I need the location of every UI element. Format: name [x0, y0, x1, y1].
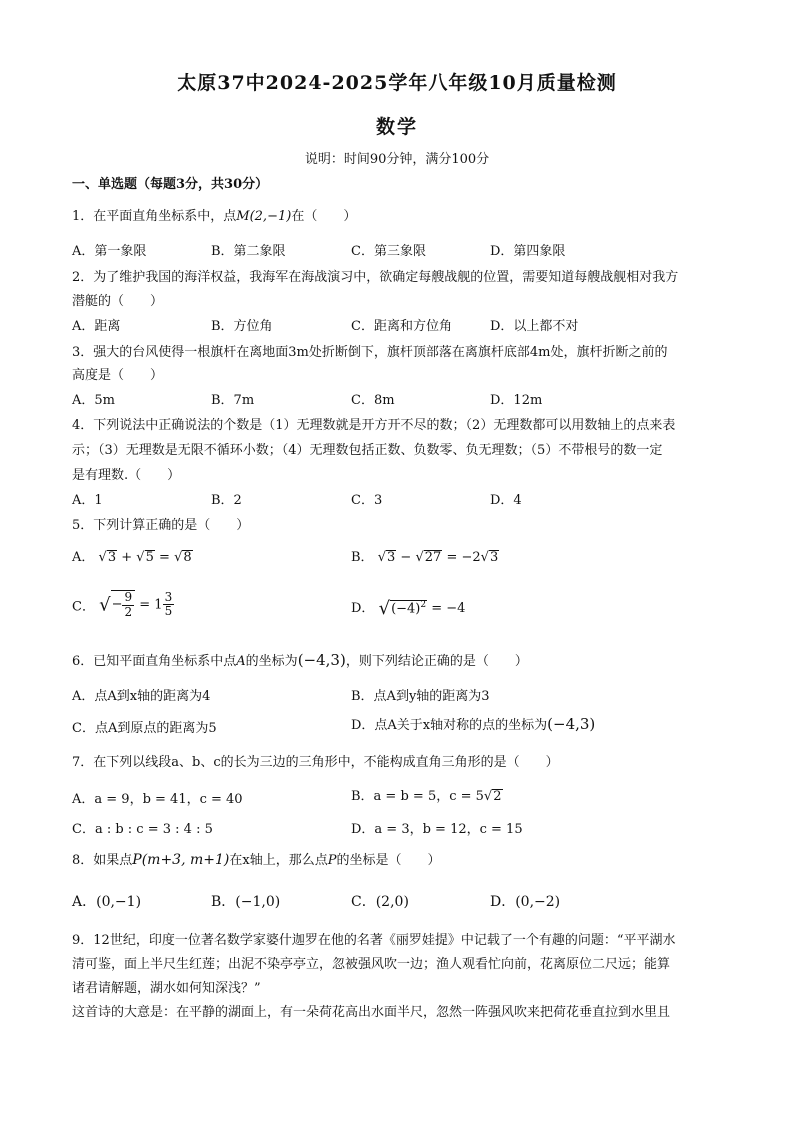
q5-c-fraction — [122, 591, 134, 620]
q3-line-2: 高度是（ ） — [72, 368, 164, 383]
q5-d-eq: = −4 — [431, 601, 466, 616]
q6-stem-mid: 的坐标为 — [245, 654, 298, 669]
q8-option-c: C．(2,0) — [351, 894, 409, 910]
q5-d-radicand — [390, 600, 427, 617]
q5-a-radicand-3: 8 — [183, 550, 192, 565]
q7-option-b — [351, 785, 503, 804]
q3-line-1: 3．强大的台风使得一根旗杆在离地面3m处折断倒下，旗杆顶部落在离旗杆底部4m处，旗杆折断之前的 — [72, 345, 668, 360]
exam-note: 说明：时间90分钟，满分100分 — [304, 152, 490, 167]
q1-stem-text: 1．在平面直角坐标系中，点 — [72, 209, 237, 224]
q7-option-d: D．a = 3，b = 12，c = 15 — [351, 822, 523, 837]
q6-option-b: B．点A到y轴的距离为3 — [351, 689, 490, 704]
sqrt-sign-icon: √ — [415, 550, 424, 565]
q6-option-c: C．点A到原点的距离为5 — [72, 721, 217, 736]
q7-b-text: B．a = b = 5，c = 5 — [351, 789, 484, 804]
q4-option-b: B．2 — [211, 493, 242, 508]
q5-option-d — [351, 597, 465, 619]
q8-option-a: A．(0,−1) — [72, 894, 142, 910]
q4-line-3: 是有理数.（ ） — [72, 468, 181, 483]
q1-stem-end: 在（ ） — [291, 209, 357, 224]
q1-option-a: A．第一象限 — [72, 244, 147, 259]
q5-a-op: + — [121, 550, 133, 565]
q5-d-exponent: 2 — [420, 599, 427, 610]
q3-option-c: C．8m — [351, 393, 395, 408]
q5-stem: 5．下列计算正确的是（ ） — [72, 518, 250, 533]
q9-line-4: 这首诗的大意是：在平静的湖面上，有一朵荷花高出水面半尺，忽然一阵强风吹来把荷花垂直拉到水里且 — [72, 1005, 671, 1020]
q5-a-radicand-1: 3 — [107, 550, 117, 565]
q8-option-d: D．(0,−2) — [490, 894, 561, 910]
q6-stem-end: ，则下列结论正确的是（ ） — [345, 654, 528, 669]
question-1-stem — [72, 205, 356, 224]
q5-a-radicand-2: 5 — [145, 550, 154, 565]
q3-option-d: D．12m — [490, 393, 543, 408]
q5-b-eq: = −2 — [446, 550, 481, 565]
q2-option-a: A．距离 — [72, 319, 121, 334]
q5-c-minus: − — [111, 597, 123, 613]
q5-c-fraction-num: 3 — [164, 589, 173, 604]
q1-option-b: B．第二象限 — [211, 244, 286, 259]
q5-a-eq: = — [159, 550, 170, 565]
q5-option-b — [351, 546, 499, 565]
q5-b-radicand-2: 27 — [424, 550, 442, 565]
q6-option-d — [351, 714, 595, 733]
q9-line-3: 诸君请解题，湖水如何知深浅？” — [72, 981, 261, 996]
q4-line-1: 4．下列说法中正确说法的个数是（1）无理数就是开方开不尽的数；（2）无理数都可以用数轴上的点来表 — [72, 418, 676, 433]
q6-coordinate: (−4,3) — [297, 651, 346, 669]
sqrt-sign-icon: √ — [99, 594, 111, 616]
q5-b-label: B． — [351, 550, 374, 565]
q8-stem-text: 8．如果点 — [72, 853, 133, 868]
q6-option-a: A．点A到x轴的距离为4 — [72, 689, 211, 704]
q8-point: P(m+3, m+1) — [132, 852, 230, 868]
q8-stem-end: 的坐标是（ ） — [336, 853, 441, 868]
q5-d-label: D． — [351, 601, 375, 616]
q5-c-fraction-den: 5 — [164, 604, 173, 619]
q3-option-a: A．5m — [72, 393, 115, 408]
section-heading: 一、单选题（每题3分，共30分） — [72, 177, 269, 192]
q2-option-d: D．以上都不对 — [490, 319, 579, 334]
q9-line-2: 清可鉴，面上半尺生红莲；出泥不染亭亭立，忽被强风吹一边；渔人观看忙向前，花离原位二尺远；能算 — [72, 957, 671, 972]
subject-heading: 数学 — [375, 116, 418, 138]
q5-c-mixed-fraction — [163, 591, 175, 620]
q5-c-numerator: 9 — [124, 590, 133, 604]
q4-option-d: D．4 — [490, 493, 522, 508]
exam-title: 太原37中2024-2025学年八年级10月质量检测 — [177, 72, 617, 94]
sqrt-sign-icon: √ — [136, 550, 145, 565]
q6-stem-text: 6．已知平面直角坐标系中点 — [72, 654, 237, 669]
sqrt-sign-icon: √ — [98, 550, 107, 565]
q5-d-base: (−4) — [391, 601, 421, 616]
q5-b-radicand-1: 3 — [387, 550, 396, 565]
q8-option-b: B．(−1,0) — [211, 894, 281, 910]
q5-b-op: − — [400, 550, 412, 565]
q5-option-a — [72, 546, 193, 565]
q2-line-1: 2．为了维护我国的海洋权益，我海军在海战演习中，欲确定每艘战舰的位置，需要知道每艘战舰相对我方 — [72, 270, 679, 285]
q2-option-c: C．距离和方位角 — [351, 319, 452, 334]
q1-option-d: D．第四象限 — [490, 244, 566, 259]
q4-option-a: A．1 — [72, 493, 103, 508]
question-6-stem — [72, 650, 528, 669]
q5-c-eq: = 1 — [139, 597, 163, 613]
q8-stem-mid: 在x轴上，那么点 — [229, 853, 328, 868]
q5-c-radicand — [111, 590, 136, 620]
sqrt-sign-icon: √ — [174, 550, 183, 565]
q7-option-c: C．a : b : c = 3 : 4 : 5 — [72, 822, 213, 837]
q6-point-a: A — [236, 654, 246, 669]
q6-d-coordinate: (−4,3) — [547, 715, 596, 733]
q8-point-p: P — [327, 853, 337, 868]
q1-point: M(2,−1) — [236, 209, 292, 224]
q7-option-a: A．a = 9，b = 41，c = 40 — [72, 792, 243, 807]
q5-option-c — [72, 590, 174, 620]
sqrt-sign-icon: √ — [483, 789, 493, 804]
q2-option-b: B．方位角 — [211, 319, 273, 334]
sqrt-sign-icon: √ — [378, 598, 391, 619]
sqrt-sign-icon: √ — [377, 550, 386, 565]
q2-line-2: 潜艇的（ ） — [72, 294, 164, 309]
question-8-stem — [72, 849, 440, 868]
q7-stem: 7．在下列以线段a、b、c的长为三边的三角形中，不能构成直角三角形的是（ ） — [72, 755, 559, 770]
q4-option-c: C．3 — [351, 493, 383, 508]
q6-d-text: D．点A关于x轴对称的点的坐标为 — [351, 718, 548, 733]
q5-c-label: C． — [72, 599, 95, 615]
q7-b-radicand: 2 — [493, 789, 502, 804]
q3-option-b: B．7m — [211, 393, 255, 408]
q1-option-c: C．第三象限 — [351, 244, 426, 259]
q5-a-label: A． — [72, 550, 95, 565]
q4-line-2: 示；（3）无理数是无限不循环小数；（4）无理数包括正数、负数零、负无理数；（5）不带根号的数一定 — [72, 443, 663, 458]
q5-b-radicand-3: 3 — [489, 550, 499, 565]
sqrt-sign-icon: √ — [480, 550, 489, 565]
q5-c-denominator: 2 — [124, 604, 133, 619]
q9-line-1: 9．12世纪，印度一位著名数学家婆什迦罗在他的名著《丽罗娃提》中记载了一个有趣的问题：“平平湖水 — [72, 933, 676, 948]
